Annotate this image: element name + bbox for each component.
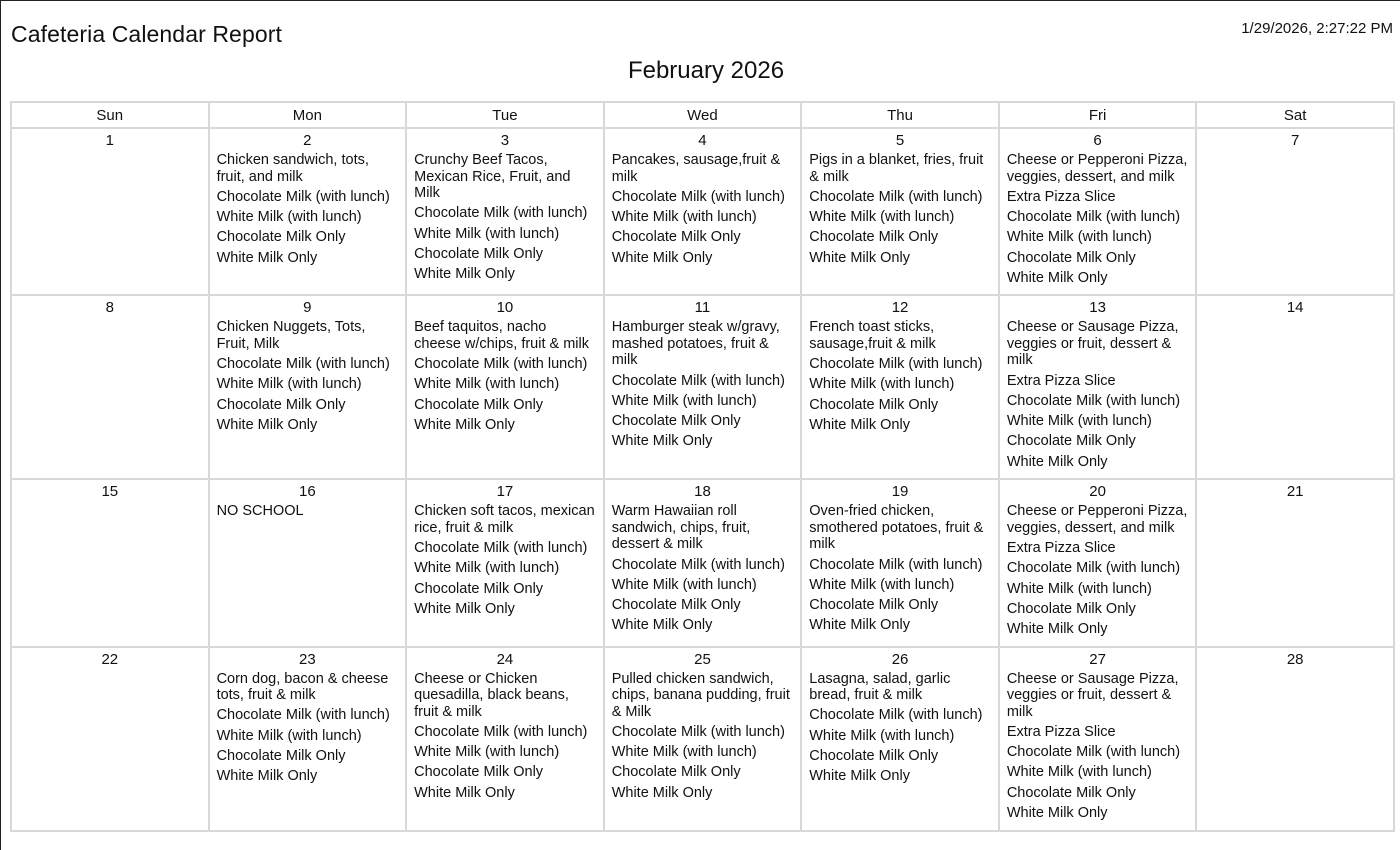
calendar-day-cell	[209, 128, 407, 295]
menu-item: White Milk Only	[216, 249, 318, 266]
menu-item: Chocolate Milk (with lunch)	[1006, 392, 1181, 409]
menu-item: Chocolate Milk Only	[611, 597, 741, 614]
menu-item: White Milk (with lunch)	[1006, 413, 1152, 430]
menu-item: Hamburger steak w/gravy, mashed potatoes, fruit & milk	[611, 319, 780, 369]
calendar-day-cell	[209, 647, 407, 831]
menu-item: White Milk (with lunch)	[611, 576, 757, 593]
menu-item: Warm Hawaiian roll sandwich, chips, fruit, dessert & milk	[611, 503, 751, 553]
day-number: 8	[105, 299, 114, 317]
menu-item: Chocolate Milk Only	[611, 764, 741, 781]
menu-item: White Milk Only	[414, 784, 515, 801]
weekday-header: Sat	[1196, 102, 1394, 128]
menu-item: Chocolate Milk Only	[414, 396, 544, 413]
day-number: 28	[1286, 650, 1304, 668]
calendar-day-cell	[1196, 479, 1394, 646]
day-number: 13	[1089, 299, 1106, 317]
calendar-day-cell	[801, 128, 999, 295]
calendar-day-cell	[604, 128, 802, 295]
menu-item: Chocolate Milk (with lunch)	[414, 356, 588, 373]
menu-item: Chocolate Milk Only	[216, 229, 346, 246]
menu-item: Pigs in a blanket, fries, fruit & milk	[809, 152, 984, 185]
menu-item: White Milk Only	[809, 249, 910, 266]
menu-item: Chocolate Milk (with lunch)	[809, 188, 983, 205]
menu-item: NO SCHOOL	[216, 503, 304, 520]
calendar-day-cell	[11, 479, 209, 646]
menu-item: White Milk Only	[611, 784, 713, 801]
day-number: 17	[496, 483, 514, 501]
menu-item: White Milk (with lunch)	[809, 376, 955, 393]
menu-item: White Milk Only	[611, 617, 713, 634]
calendar-day-cell	[999, 479, 1197, 646]
menu-item: Chocolate Milk (with lunch)	[611, 188, 785, 205]
day-number: 1	[105, 132, 114, 149]
day-number: 2	[303, 132, 312, 149]
menu-item: White Milk Only	[1006, 269, 1108, 286]
day-number: 16	[299, 483, 316, 501]
calendar-day-cell	[999, 647, 1197, 831]
weekday-header: Thu	[801, 102, 999, 128]
menu-item: White Milk Only	[216, 416, 318, 433]
calendar-day-cell	[406, 479, 604, 646]
calendar-day-cell	[406, 295, 604, 479]
menu-item: Chocolate Milk (with lunch)	[216, 356, 390, 373]
menu-item: White Milk Only	[414, 600, 515, 617]
calendar-day-cell	[999, 295, 1197, 479]
menu-item: Chicken sandwich, tots, fruit, and milk	[216, 152, 369, 185]
menu-item: White Milk Only	[809, 768, 910, 785]
menu-item: Pancakes, sausage,fruit & milk	[611, 152, 781, 185]
menu-item: White Milk Only	[1006, 453, 1108, 470]
menu-item: White Milk Only	[1006, 621, 1108, 638]
menu-item: Chocolate Milk (with lunch)	[1006, 209, 1181, 226]
weekday-header: Fri	[999, 102, 1197, 128]
day-number: 21	[1286, 483, 1304, 501]
menu-item: Lasagna, salad, garlic bread, fruit & milk	[809, 670, 951, 704]
menu-item: Chocolate Milk Only	[414, 764, 544, 781]
calendar-grid	[10, 101, 1395, 832]
day-number: 25	[694, 650, 711, 668]
menu-item: Cheese or Pepperoni Pizza, veggies, dessert, and milk	[1006, 152, 1188, 185]
menu-item: Chocolate Milk Only	[1006, 600, 1136, 617]
menu-item: White Milk Only	[216, 768, 318, 785]
day-number: 26	[891, 650, 909, 668]
menu-item: White Milk (with lunch)	[611, 209, 757, 226]
menu-item: White Milk (with lunch)	[414, 744, 560, 761]
weekday-header-row	[11, 102, 1394, 128]
calendar-day-cell	[604, 647, 802, 831]
day-number: 5	[895, 132, 905, 149]
calendar-day-cell	[11, 128, 209, 295]
calendar-day-cell	[1196, 128, 1394, 295]
menu-item: Chocolate Milk Only	[216, 747, 346, 764]
day-number: 27	[1089, 650, 1106, 668]
menu-item: Chocolate Milk (with lunch)	[414, 205, 588, 222]
calendar-day-cell	[11, 295, 209, 479]
day-number: 18	[694, 483, 711, 501]
menu-item: Corn dog, bacon & cheese tots, fruit & milk	[216, 670, 389, 704]
day-number: 10	[496, 299, 514, 317]
calendar-day-cell	[801, 647, 999, 831]
month-title: February 2026	[627, 57, 785, 84]
menu-item: Chocolate Milk (with lunch)	[809, 707, 983, 724]
menu-item: Chocolate Milk (with lunch)	[611, 556, 785, 573]
day-number: 19	[891, 483, 909, 501]
menu-item: White Milk (with lunch)	[1006, 764, 1152, 781]
day-number: 9	[303, 299, 312, 317]
calendar-day-cell	[604, 479, 802, 646]
menu-item: Extra Pizza Slice	[1006, 188, 1116, 205]
menu-item: Chocolate Milk Only	[809, 747, 939, 764]
menu-item: Chocolate Milk (with lunch)	[611, 723, 785, 740]
menu-item: Chocolate Milk (with lunch)	[809, 556, 983, 573]
menu-item: White Milk (with lunch)	[216, 209, 362, 226]
menu-item: Chocolate Milk (with lunch)	[414, 723, 588, 740]
menu-item: Chocolate Milk (with lunch)	[216, 188, 390, 205]
menu-item: Chocolate Milk Only	[414, 245, 544, 262]
menu-item: Chocolate Milk Only	[809, 597, 939, 614]
menu-item: Pulled chicken sandwich, chips, banana pudding, fruit & Milk	[611, 670, 790, 720]
menu-item: Oven-fried chicken, smothered potatoes, fruit & milk	[809, 503, 984, 553]
menu-item: White Milk Only	[414, 416, 515, 433]
menu-item: French toast sticks, sausage,fruit & milk	[809, 319, 936, 352]
menu-item: Cheese or Chicken quesadilla, black beans, fruit & milk	[414, 670, 569, 720]
menu-item: Beef taquitos, nacho cheese w/chips, fruit & milk	[414, 319, 589, 352]
menu-item: White Milk (with lunch)	[1006, 229, 1152, 246]
weekday-header: Wed	[604, 102, 802, 128]
calendar-day-cell	[1196, 647, 1394, 831]
calendar-week-row	[11, 479, 1394, 646]
menu-item: White Milk (with lunch)	[809, 576, 955, 593]
menu-item: Chocolate Milk Only	[1006, 433, 1136, 450]
day-number: 14	[1286, 299, 1304, 317]
menu-item: Chocolate Milk Only	[611, 413, 741, 430]
menu-item: Extra Pizza Slice	[1006, 372, 1116, 389]
menu-item: Chocolate Milk Only	[216, 396, 346, 413]
menu-item: Chicken soft tacos, mexican rice, fruit & milk	[414, 503, 595, 536]
calendar-body	[11, 128, 1394, 831]
calendar-week-row	[11, 128, 1394, 295]
report-title: Cafeteria Calendar Report	[11, 21, 282, 47]
menu-item: White Milk (with lunch)	[414, 560, 560, 577]
menu-item: White Milk Only	[1006, 805, 1108, 822]
menu-item: White Milk (with lunch)	[414, 225, 560, 242]
menu-item: White Milk (with lunch)	[216, 376, 362, 393]
menu-item: Extra Pizza Slice	[1006, 540, 1116, 557]
menu-item: White Milk (with lunch)	[611, 392, 757, 409]
menu-item: Crunchy Beef Tacos, Mexican Rice, Fruit, and Milk	[414, 152, 571, 201]
menu-item: White Milk (with lunch)	[216, 727, 362, 744]
calendar-day-cell	[801, 295, 999, 479]
day-number: 23	[299, 650, 316, 668]
day-number: 11	[694, 299, 711, 317]
calendar-week-row	[11, 295, 1394, 479]
menu-item: Chocolate Milk (with lunch)	[1006, 560, 1181, 577]
menu-item: White Milk Only	[611, 249, 713, 266]
calendar-day-cell	[604, 295, 802, 479]
calendar-day-cell	[801, 479, 999, 646]
calendar-day-cell	[406, 128, 604, 295]
menu-item: Cheese or Sausage Pizza, veggies or fruit, dessert & milk	[1006, 670, 1179, 720]
menu-item: Chicken Nuggets, Tots, Fruit, Milk	[216, 319, 366, 352]
menu-item: White Milk (with lunch)	[414, 376, 560, 393]
weekday-header: Tue	[406, 102, 604, 128]
menu-item: Chocolate Milk (with lunch)	[1006, 744, 1181, 761]
menu-item: Extra Pizza Slice	[1006, 723, 1116, 740]
menu-item: Chocolate Milk (with lunch)	[216, 707, 390, 724]
menu-item: White Milk (with lunch)	[1006, 580, 1152, 597]
calendar-week-row	[11, 647, 1394, 831]
day-number: 22	[101, 650, 119, 668]
calendar-day-cell	[999, 128, 1197, 295]
day-number: 6	[1093, 132, 1102, 149]
menu-item: Cheese or Pepperoni Pizza, veggies, dessert, and milk	[1006, 503, 1188, 536]
menu-item: Chocolate Milk Only	[611, 229, 741, 246]
day-number: 24	[496, 650, 514, 668]
menu-item: White Milk Only	[414, 266, 515, 283]
menu-item: White Milk (with lunch)	[809, 209, 955, 226]
menu-item: Chocolate Milk (with lunch)	[414, 540, 588, 557]
menu-item: Cheese or Sausage Pizza, veggies or fruit, dessert & milk	[1006, 319, 1179, 369]
report-timestamp: 1/29/2026, 2:27:22 PM	[1241, 20, 1393, 37]
menu-item: White Milk (with lunch)	[809, 727, 955, 744]
day-number: 15	[101, 483, 119, 501]
day-number: 12	[891, 299, 909, 317]
menu-item: Chocolate Milk (with lunch)	[809, 356, 983, 373]
calendar-day-cell	[209, 295, 407, 479]
day-number: 20	[1089, 483, 1106, 501]
day-number: 4	[698, 132, 707, 149]
menu-item: Chocolate Milk (with lunch)	[611, 372, 785, 389]
menu-item: White Milk Only	[809, 617, 910, 634]
menu-item: Chocolate Milk Only	[1006, 249, 1136, 266]
menu-item: White Milk (with lunch)	[611, 744, 757, 761]
menu-item: Chocolate Milk Only	[809, 396, 939, 413]
day-number: 3	[500, 132, 510, 149]
calendar-day-cell	[406, 647, 604, 831]
calendar-day-cell	[11, 647, 209, 831]
menu-item: Chocolate Milk Only	[1006, 784, 1136, 801]
day-number: 7	[1291, 132, 1300, 149]
menu-item: Chocolate Milk Only	[809, 229, 939, 246]
menu-item: Chocolate Milk Only	[414, 580, 544, 597]
weekday-header: Mon	[209, 102, 407, 128]
menu-item: White Milk Only	[809, 416, 910, 433]
weekday-header: Sun	[11, 102, 209, 128]
menu-item: White Milk Only	[611, 433, 713, 450]
calendar-day-cell	[1196, 295, 1394, 479]
calendar-day-cell	[209, 479, 407, 646]
